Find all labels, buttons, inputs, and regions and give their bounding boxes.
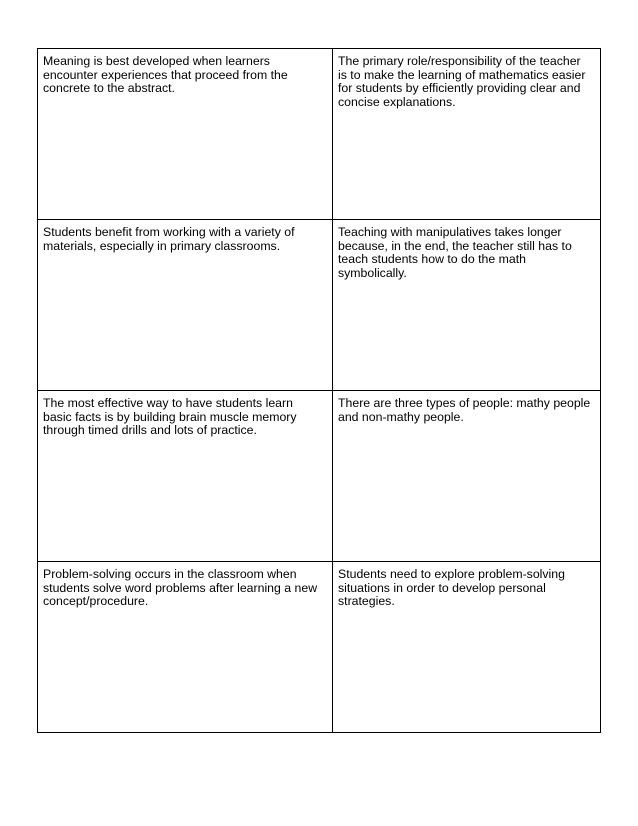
statement-card xyxy=(38,220,333,391)
statement-card-grid xyxy=(37,48,601,733)
statement-text: Meaning is best developed when learners encounter experiences that proceed from the concrete to the abstract. xyxy=(43,54,288,96)
statement-text: The primary role/responsibility of the teacher is to make the learning of mathematics easier for students by efficiently providing clear and concise explanations. xyxy=(338,54,586,109)
statement-text: Teaching with manipulatives takes longer because, in the end, the teacher still has to teach students how to do the math symbolically. xyxy=(338,225,572,280)
card-row xyxy=(38,391,601,562)
card-row xyxy=(38,49,601,220)
card-row xyxy=(38,220,601,391)
statement-card xyxy=(333,391,601,562)
statement-card xyxy=(38,391,333,562)
statement-text: Students benefit from working with a variety of materials, especially in primary classrooms. xyxy=(43,225,295,253)
statement-card xyxy=(38,562,333,733)
statement-text: Students need to explore problem-solving situations in order to develop personal strategies. xyxy=(338,567,565,609)
statement-text: There are three types of people: mathy people and non-mathy people. xyxy=(338,396,591,424)
statement-card xyxy=(333,220,601,391)
statement-text: Problem-solving occurs in the classroom when students solve word problems after learning a new concept/procedure. xyxy=(43,567,318,609)
statement-card xyxy=(333,562,601,733)
statement-card xyxy=(38,49,333,220)
statement-text: The most effective way to have students learn basic facts is by building brain muscle memory through timed drills and lots of practice. xyxy=(43,396,297,438)
statement-card xyxy=(333,49,601,220)
card-row xyxy=(38,562,601,733)
